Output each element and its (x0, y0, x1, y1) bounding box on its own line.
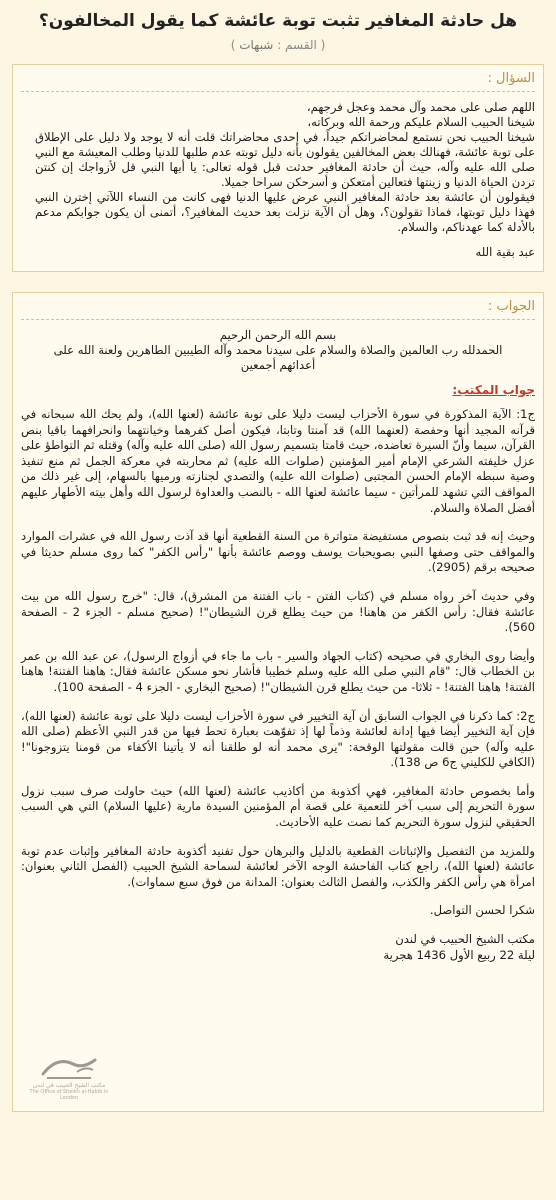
question-line: شيخنا الحبيب السلام عليكم ورحمة الله وبركاته، (307, 115, 535, 129)
logo-english-text: The Office of Sheikh al-Habib in London (29, 1089, 109, 1101)
question-line: اللهم صلى على محمد وآل محمد وعجل فرجهم، (306, 100, 535, 114)
answer-label: الجواب : (487, 299, 535, 314)
signature-office: مكتب الشيخ الحبيب في لندن (395, 932, 535, 947)
basmala: بسم الله الرحمن الرحيم (219, 328, 337, 342)
page-title: هل حادثة المغافير تثبت توبة عائشة كما يقول المخالفون؟ (38, 11, 518, 31)
reply-heading: جواب المكتب: (452, 383, 535, 397)
answer-paragraph: وأيضا روى البخاري في صحيحه (كتاب الجهاد والسير - باب ما جاء في أزواج الرسول)، عن عبد الله بن عمر بن الخطاب قال: "قام النبي صلى الله عليه وسلم خطيبا فأشار نحو مسكن عائشة فقال: هاهنا الفتنة! هاهنا الفتنة! هاهنا الفتنة! - ثلاثا- من حيث يطلع قرن الشيطان"! (صحيح البخاري - الجزء 4 - الصفحة 100). (21, 648, 535, 694)
question-divider (21, 91, 535, 92)
question-label: السؤال : (487, 71, 535, 86)
answer-panel (12, 292, 544, 1112)
answer-paragraph: ج2: كما ذكرنا في الجواب السابق أن آية التخيير في سورة الأحزاب ليست دليلا على توبة عائشة (لعنها الله)، فإن آية التخيير أيضا فيها إدانة لعائشة وذماً لها إذ تفوّهت بعبارة تحط فيها من قدر النبي الأعظم (صلى الله عليه وآله) حين قالت مقولتها الوقحة: "يرى محمد أنه لو طلقنا أنه لا يأتينا الأكفاء من قومنا يتزوجونا"! (الكافي للكليني ج6 ص 138). (21, 708, 535, 770)
question-signoff: عبد بقية الله (475, 245, 535, 259)
office-logo (23, 1052, 115, 1101)
answer-divider (21, 319, 535, 320)
category-link[interactable]: شبهات (239, 38, 274, 52)
logo-arabic-text: مكتب الشيخ الحبيب في لندن (32, 1082, 106, 1089)
answer-paragraph: وفي حديث آخر رواه مسلم في (كتاب الفتن - باب الفتنة من المشرق)، قال: "خرج رسول الله من بيت عائشة فقال: رأس الكفر من هاهنا! من حيث يطلع قرن الشيطان"! (صحيح مسلم - الجزء 2 - الصفحة 560). (21, 588, 535, 635)
answer-paragraph: وحيث إنه قد ثبت بنصوص مستفيضة متواترة من السنة القطعية أنها قد آذت رسول الله في عشرات الموارد والمواقف حتى وصفها النبي بصويحبات يوسف ووصم عائشة بأنها "رأس الكفر" كما روى مسلم حديثا في صحيحه برقم (2905). (21, 529, 535, 575)
question-body (21, 100, 535, 260)
category-close: ) (230, 38, 236, 52)
question-line: فيقولون أن عائشة بعد حادثة المغافير النبي عرض عليها الدنيا فهى كانت من النساء اللآتي إخترن النبي فهذا دليل توبتها، فماذا تقولون؟، وهل أن الآية نزلت بعد حديث المغافير؟، أتمنى أن يكون جوابكم مدعم بالأدلة كما عهدناكم، والسلام. (35, 190, 535, 234)
answer-body (21, 407, 535, 963)
answer-paragraph: ج1: الآية المذكورة في سورة الأحزاب ليست دليلا على توبة عائشة (لعنها الله)، ولم يحك الله سبحانه في قرآنه المجيد أنها وحفصة (لعنهما الله) قد آمنتا وتابتا، فيكون أصل كفرهما وخيانتهما وانحرافهما باقيا بنص القرآن، سيما وأنّ السيرة تعاضده، حيث قامتا بتسميم رسول الله (صلى الله عليه وآله) وقتله ثم التواطؤ على عزل خليفته الشرعي الإمام أمير المؤمنين (صلوات الله عليه) ثم محاربته في معركة الجمل ثم منع تنفيذ وصية سبطه الإمام الحسن المجتبى (صلوات الله عليه) والتصدي لجنازته ورميها بالسهام، إلى غير ذلك من المواقف التي تشهد للمرأتين - سيما عائشة لعنها الله - بالنصب والعداوة لرسول الله وأهل بيته الأطهار عليهم أفضل الصلاة والسلام. (21, 407, 535, 515)
category-label: ( القسم : (277, 38, 326, 52)
category-line (10, 36, 546, 54)
question-line: شيخنا الحبيب نحن نستمع لمحاضراتكم جيداً، في إحدى محاضراتك قلت أنه لا يوجد ولا دليل على الإطلاق على توبة عائشة، فهنالك بعض المخالفين يقولون بأنه دليل توبته عدم طلبها للدنيا وطلب المعيشة مع النبي صلى الله عليه وآله، حيث أن حادثة المغافير حدثت قبل قوله تعالى: يا أيها النبي قل لأزواجك إن كنتن تردن الحياة الدنيا و زينتها فتعالين أمتعكن و أسرحكن سراحا جميلا. (35, 130, 535, 189)
answer-paragraph: وللمزيد من التفصيل والإثباتات القطعية بالدليل والبرهان حول تفنيد أكذوبة حادثة المغافير وإثبات عدم توبة عائشة (لعنها الله)، راجع كتاب الفاحشة الوجه الآخر لعائشة لسماحة الشيخ الحبيب (الفصل الثاني بعنوان: امرأة هي رأس الكفر والكذب، والفصل الثالث بعنوان: المدانة من فوق سبع سماوات). (21, 843, 535, 889)
office-logo-mark-icon (37, 1052, 101, 1082)
closing-thanks: شكرا لحسن التواصل. (429, 903, 535, 918)
opening-praise: الحمدلله رب العالمين والصلاة والسلام على سيدنا محمد وآله الطيبين الطاهرين ولعنة الله على أعدائهم أجمعين (53, 343, 503, 372)
signature-date: ليلة 22 ربيع الأول 1436 هجرية (383, 947, 535, 962)
answer-paragraph: وأما بخصوص حادثة المغافير، فهي أكذوبة من أكاذيب عائشة (لعنها الله) حيث حاولت صرف سبب نزول سورة التحريم إلى سبب آخر للتعمية على قصة أم المؤمنين السيدة مارية (عليها السلام) التي هي السبب الحقيقي لنزول سورة التحريم كما نصت عليه الأحاديث. (21, 783, 535, 830)
question-panel (12, 64, 544, 272)
